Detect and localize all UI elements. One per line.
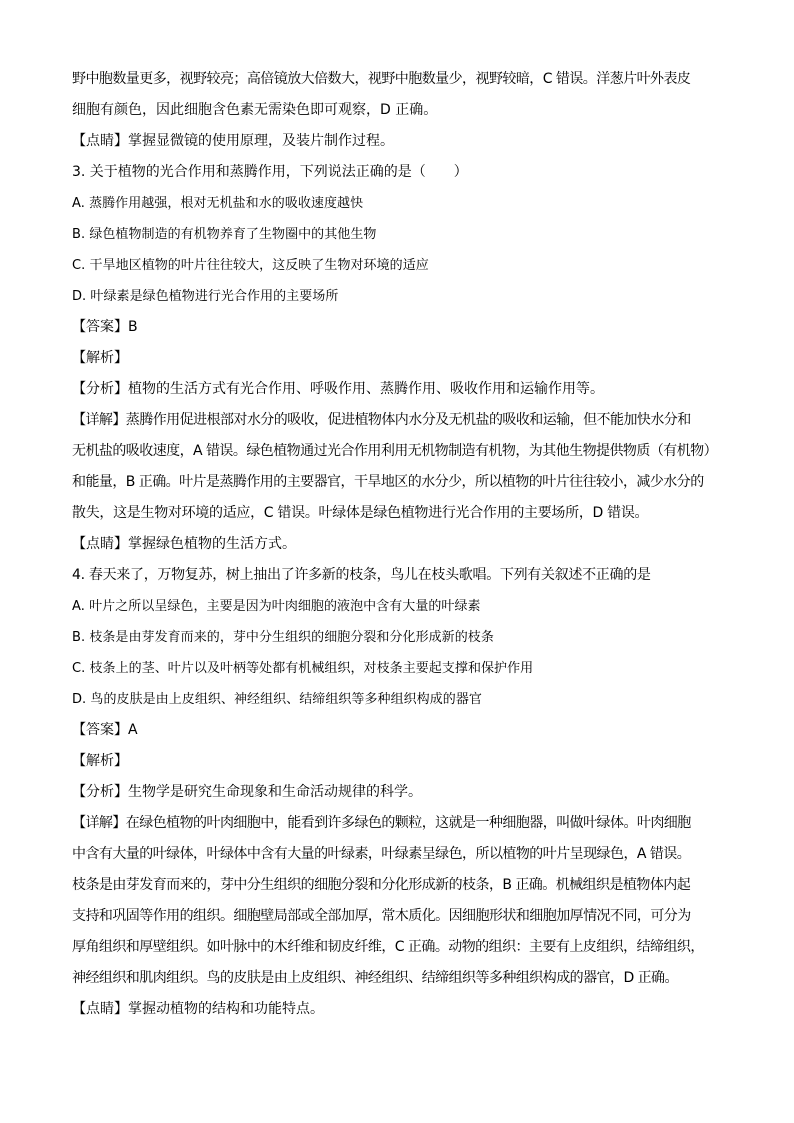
question-4-option-d: D. 鸟的皮肤是由上皮组织、神经组织、结缔组织等多种组织构成的器官 bbox=[72, 692, 482, 707]
text-line: 细胞有颜色，因此细胞含色素无需染色即可观察，D 正确。 bbox=[72, 102, 438, 118]
text-line: 厚角组织和厚壁组织。如叶脉中的木纤维和韧皮纤维，C 正确。动物的组织：主要有上皮组织，结缔组织， bbox=[72, 939, 704, 955]
analysis-heading: 【解析】 bbox=[72, 350, 128, 366]
text-line: 野中胞数量更多，视野较亮；高倍镜放大倍数大，视野中胞数量少，视野较暗，C 错误。洋葱片叶外表皮 bbox=[72, 71, 691, 87]
answer-label: 【答案】B bbox=[72, 319, 138, 335]
question-4-option-b: B. 枝条是由芽发育而来的，芽中分生组织的细胞分裂和分化形成新的枝条 bbox=[72, 630, 494, 645]
text-line: 中含有大量的叶绿体，叶绿体中含有大量的叶绿素，叶绿素呈绿色，所以植物的叶片呈现绿色，A 错误。 bbox=[72, 846, 691, 862]
text-line: 支持和巩固等作用的组织。细胞壁局部或全部加厚，常木质化。因细胞形状和细胞加厚情况不同，可分为 bbox=[72, 908, 691, 924]
text-line: 【点睛】掌握显微镜的使用原理，及装片制作过程。 bbox=[72, 133, 394, 149]
text-line: 神经组织和肌肉组织。鸟的皮肤是由上皮组织、神经组织、结缔组织等多种组织构成的器官，D 正确。 bbox=[72, 970, 678, 986]
text-line: 【分析】植物的生活方式有光合作用、呼吸作用、蒸腾作用、吸收作用和运输作用等。 bbox=[72, 381, 604, 397]
analysis-heading: 【解析】 bbox=[72, 753, 128, 769]
text-line: 和能量，B 正确。叶片是蒸腾作用的主要器官，干旱地区的水分少，所以植物的叶片往往较小，减少水分的 bbox=[72, 474, 704, 490]
text-line: 无机盐的吸收速度，A 错误。绿色植物通过光合作用利用无机物制造有机物，为其他生物提供物质（有机物） bbox=[72, 443, 718, 459]
answer-label: 【答案】A bbox=[72, 722, 138, 738]
question-4-option-a: A. 叶片之所以呈绿色，主要是因为叶肉细胞的液泡中含有大量的叶绿素 bbox=[72, 599, 481, 614]
text-line: 【点睛】掌握动植物的结构和功能特点。 bbox=[72, 1001, 324, 1017]
text-line: 枝条是由芽发育而来的，芽中分生组织的细胞分裂和分化形成新的枝条，B 正确。机械组织是植物体内起 bbox=[72, 877, 691, 893]
document-page bbox=[72, 64, 722, 1025]
question-3-option-b: B. 绿色植物制造的有机物养育了生物圈中的其他生物 bbox=[72, 227, 377, 242]
question-3-option-d: D. 叶绿素是绿色植物进行光合作用的主要场所 bbox=[72, 289, 339, 304]
text-line: 【分析】生物学是研究生命现象和生命活动规律的科学。 bbox=[72, 784, 422, 800]
text-line: 【详解】在绿色植物的叶肉细胞中，能看到许多绿色的颗粒，这就是一种细胞器，叫做叶绿体。叶肉细胞 bbox=[72, 815, 691, 831]
question-4-stem: 4. 春天来了，万物复苏，树上抽出了许多新的枝条，鸟儿在枝头歌唱。下列有关叙述不正确的是 bbox=[72, 567, 651, 583]
question-3-stem: 3. 关于植物的光合作用和蒸腾作用，下列说法正确的是（ ） bbox=[72, 164, 468, 180]
text-line: 【点睛】掌握绿色植物的生活方式。 bbox=[72, 536, 296, 552]
question-4-option-c: C. 枝条上的茎、叶片以及叶柄等处都有机械组织，对枝条主要起支撑和保护作用 bbox=[72, 661, 534, 676]
text-line: 散失，这是生物对环境的适应，C 错误。叶绿体是绿色植物进行光合作用的主要场所，D 错误。 bbox=[72, 505, 649, 521]
text-line: 【详解】蒸腾作用促进根部对水分的吸收，促进植物体内水分及无机盐的吸收和运输，但不能加快水分和 bbox=[72, 412, 691, 428]
question-3-option-a: A. 蒸腾作用越强，根对无机盐和水的吸收速度越快 bbox=[72, 196, 364, 211]
question-3-option-c: C. 干旱地区植物的叶片往往较大，这反映了生物对环境的适应 bbox=[72, 258, 429, 273]
